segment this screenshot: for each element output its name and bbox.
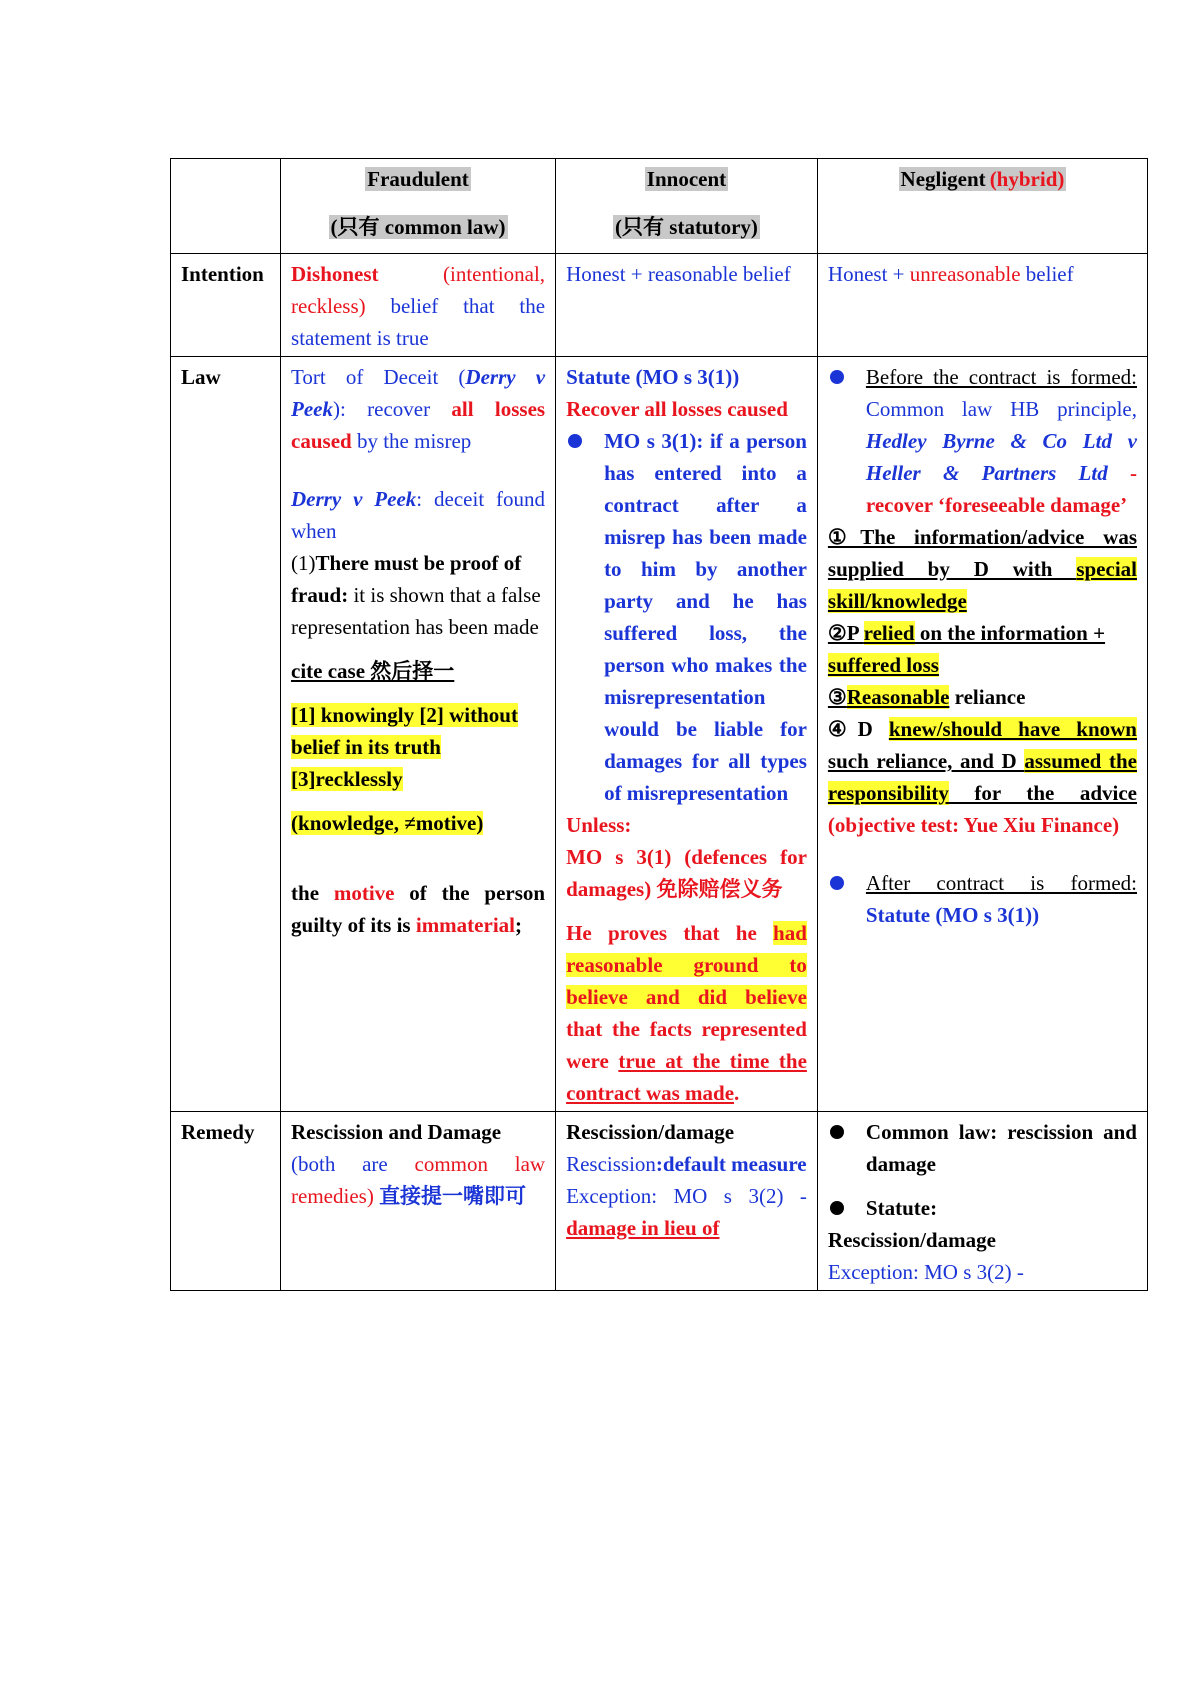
belief-statement-text: belief that the statement is true (291, 294, 546, 350)
defences-chinese: 免除赔偿义务 (656, 877, 783, 901)
motive-paragraph (291, 877, 545, 941)
remedy-innocent-cell (556, 1112, 818, 1291)
before-contract-underline: Before the contract is formed: (865, 365, 1137, 389)
belief-text: belief (1020, 262, 1074, 286)
before-contract-text (866, 361, 1137, 521)
dash: - (1107, 461, 1138, 485)
remedy-fraudulent-cell (281, 1112, 556, 1291)
after-contract-statute: Statute (MO s 3(1)) (865, 903, 1040, 927)
rescission-and-damage: Rescission and Damage (291, 1120, 502, 1144)
after-contract-bullet (828, 867, 1137, 931)
header-innocent (556, 159, 818, 254)
remedy-negligent-cell (817, 1112, 1147, 1291)
fraud-options-highlight: [1] knowingly [2] without belief in its truth [3]recklessly (291, 703, 518, 791)
after-contract-underline: After contract is formed: (865, 871, 1137, 895)
defences-paragraph (566, 841, 807, 905)
mo-s31-text: MO s 3(1): if a person has entered into a contract after a misrep has been made to him by another party and he has suffered loss, the person who makes the misrepresentation would be liable for damages for all types of misrepresentation (604, 429, 807, 805)
negligent-title: Negligent (900, 167, 986, 191)
default-measure-paragraph (566, 1148, 807, 1180)
law-innocent-cell (556, 357, 818, 1112)
statute-bullet (828, 1192, 1137, 1224)
innocent-subtitle: (只有 statutory) (615, 215, 758, 239)
law-fraudulent-cell (281, 357, 556, 1112)
tort-of-deceit-paragraph (291, 361, 545, 457)
element-3-prefix: ③ (827, 685, 847, 709)
for-the-advice: for the advice (948, 781, 1137, 805)
proof-number: (1) (291, 551, 316, 575)
statute-mo-s31: Statute (MO s 3(1)) (566, 365, 740, 389)
knowledge-not-motive: (knowledge, ≠motive) (291, 811, 484, 835)
cite-case-text: cite case 然后择一 (291, 659, 455, 683)
bullet-icon (830, 1125, 844, 1139)
bullet-icon (830, 876, 844, 890)
deceit-found-text: : deceit found when (291, 487, 546, 543)
immaterial-word: immaterial (415, 913, 515, 937)
reasonable-highlight: Reasonable (846, 685, 950, 709)
relied-highlight: relied (863, 621, 915, 645)
proves-prefix: He proves that he (566, 921, 774, 945)
objective-test-yue-xiu: (objective test: Yue Xiu Finance) (827, 813, 1120, 837)
intention-row (171, 254, 1148, 357)
deceit-found-paragraph (291, 483, 545, 547)
proof-rest-text: it is shown that a false representation has been made (291, 583, 541, 639)
tort-deceit-text: Tort of Deceit ( (291, 365, 466, 389)
hb-principle-text: Common law HB principle, (865, 397, 1137, 421)
row-label-law: Law (171, 357, 281, 1112)
statute-label: Statute: (865, 1196, 938, 1220)
rescission-damage-title: Rescission/damage (566, 1120, 735, 1144)
fraudulent-subtitle: (只有 common law) (330, 215, 506, 239)
element-3 (828, 681, 1137, 713)
bullet-icon (830, 370, 844, 384)
intention-fraudulent-cell (281, 254, 556, 357)
motive-middle: of the person guilty of its is (291, 881, 546, 937)
header-negligent (817, 159, 1147, 254)
common-law-text: common law (414, 1152, 546, 1176)
derry-v-peek-case: Derry v Peek (291, 365, 546, 421)
exception-text: Exception: MO s 3(2) - (566, 1184, 807, 1208)
recover-all-losses: Recover all losses caused (566, 397, 788, 421)
intention-negligent-cell (817, 254, 1147, 357)
both-common-law-paragraph (291, 1148, 545, 1212)
proof-of-fraud-paragraph (291, 547, 545, 643)
remedies-text: remedies) (291, 1184, 374, 1208)
reliance-text: reliance (949, 685, 1026, 709)
derry-v-peek-case-2: Derry v Peek (291, 487, 417, 511)
intention-innocent-cell: Honest + reasonable belief (556, 254, 818, 357)
such-reliance-text: such reliance, and D (827, 749, 1025, 773)
recover-foreseeable-damage: recover ‘foreseeable damage’ (865, 493, 1128, 517)
hedley-byrne-case: Hedley Byrne & Co Ltd v Heller & Partners Ltd (865, 429, 1137, 485)
element-4-prefix: ④D (827, 717, 889, 741)
knew-should-have-known: knew/should have known (888, 717, 1137, 741)
fraudulent-title: Fraudulent (367, 167, 469, 191)
unless-text: Unless: (566, 813, 632, 837)
after-contract-text (866, 867, 1137, 931)
reasonable-ground-highlight: had reasonable ground to believe and did believe (566, 921, 807, 1009)
element-1-text: ①The information/advice was supplied by D with (827, 525, 1137, 581)
table-header-row (171, 159, 1148, 254)
element-1 (828, 521, 1137, 617)
assumed-responsibility: assumed the responsibility (827, 749, 1137, 805)
header-empty-cell (171, 159, 281, 254)
rescission-word: Rescission (566, 1152, 656, 1176)
row-label-intention: Intention (171, 254, 281, 357)
proof-of-fraud-bold: There must be proof of fraud: (291, 551, 522, 607)
common-law-bullet (828, 1116, 1137, 1180)
by-misrep-text: by the misrep (351, 429, 472, 453)
negligent-rescission-damage: Rescission/damage (827, 1228, 996, 1252)
before-contract-bullet (828, 361, 1137, 521)
both-are-text: (both are (291, 1152, 415, 1176)
default-measure: :default measure (655, 1152, 807, 1176)
element-4 (828, 713, 1137, 841)
unreasonable-text: unreasonable (909, 262, 1021, 286)
innocent-title: Innocent (646, 167, 727, 191)
row-label-remedy: Remedy (171, 1112, 281, 1291)
remedy-row (171, 1112, 1148, 1291)
negligent-exception: Exception: MO s 3(2) - (827, 1260, 1024, 1284)
recover-text: ): recover (333, 397, 452, 421)
facts-represented: that the facts represented were (566, 1017, 807, 1073)
period: . (734, 1081, 740, 1105)
element-2 (828, 617, 1137, 681)
element-2-middle: on the information + (914, 621, 1106, 645)
header-fraudulent (281, 159, 556, 254)
motive-prefix: the (291, 881, 334, 905)
damage-in-lieu: damage in lieu of (566, 1216, 720, 1240)
intentional-reckless-text: (intentional, reckless) (291, 262, 546, 318)
bullet-icon (830, 1201, 844, 1215)
common-law-remedy: Common law: rescission and damage (865, 1120, 1137, 1176)
defences-text: MO s 3(1) (defences for damages) (566, 845, 807, 901)
motive-word: motive (333, 881, 395, 905)
law-negligent-cell (817, 357, 1147, 1112)
exception-paragraph (566, 1180, 807, 1244)
suffered-loss-highlight: suffered loss (827, 653, 939, 677)
bullet-icon (568, 434, 582, 448)
mo-s31-bullet (566, 425, 807, 809)
dishonest-text: Dishonest (291, 262, 379, 286)
chinese-note: 直接提一嘴即可 (373, 1184, 527, 1208)
all-losses-caused: all losses caused (291, 397, 546, 453)
negligent-tag: (hybrid) (989, 167, 1065, 191)
semicolon: ; (514, 913, 522, 937)
law-row (171, 357, 1148, 1112)
proves-paragraph (566, 917, 807, 1109)
honest-text: Honest + (827, 262, 910, 286)
true-at-time-underline: true at the time the contract was made (566, 1049, 807, 1105)
element-2-prefix: ②P (827, 621, 864, 645)
special-skill-highlight: special skill/knowledge (827, 557, 1137, 613)
misrepresentation-comparison-table (170, 158, 1148, 1291)
